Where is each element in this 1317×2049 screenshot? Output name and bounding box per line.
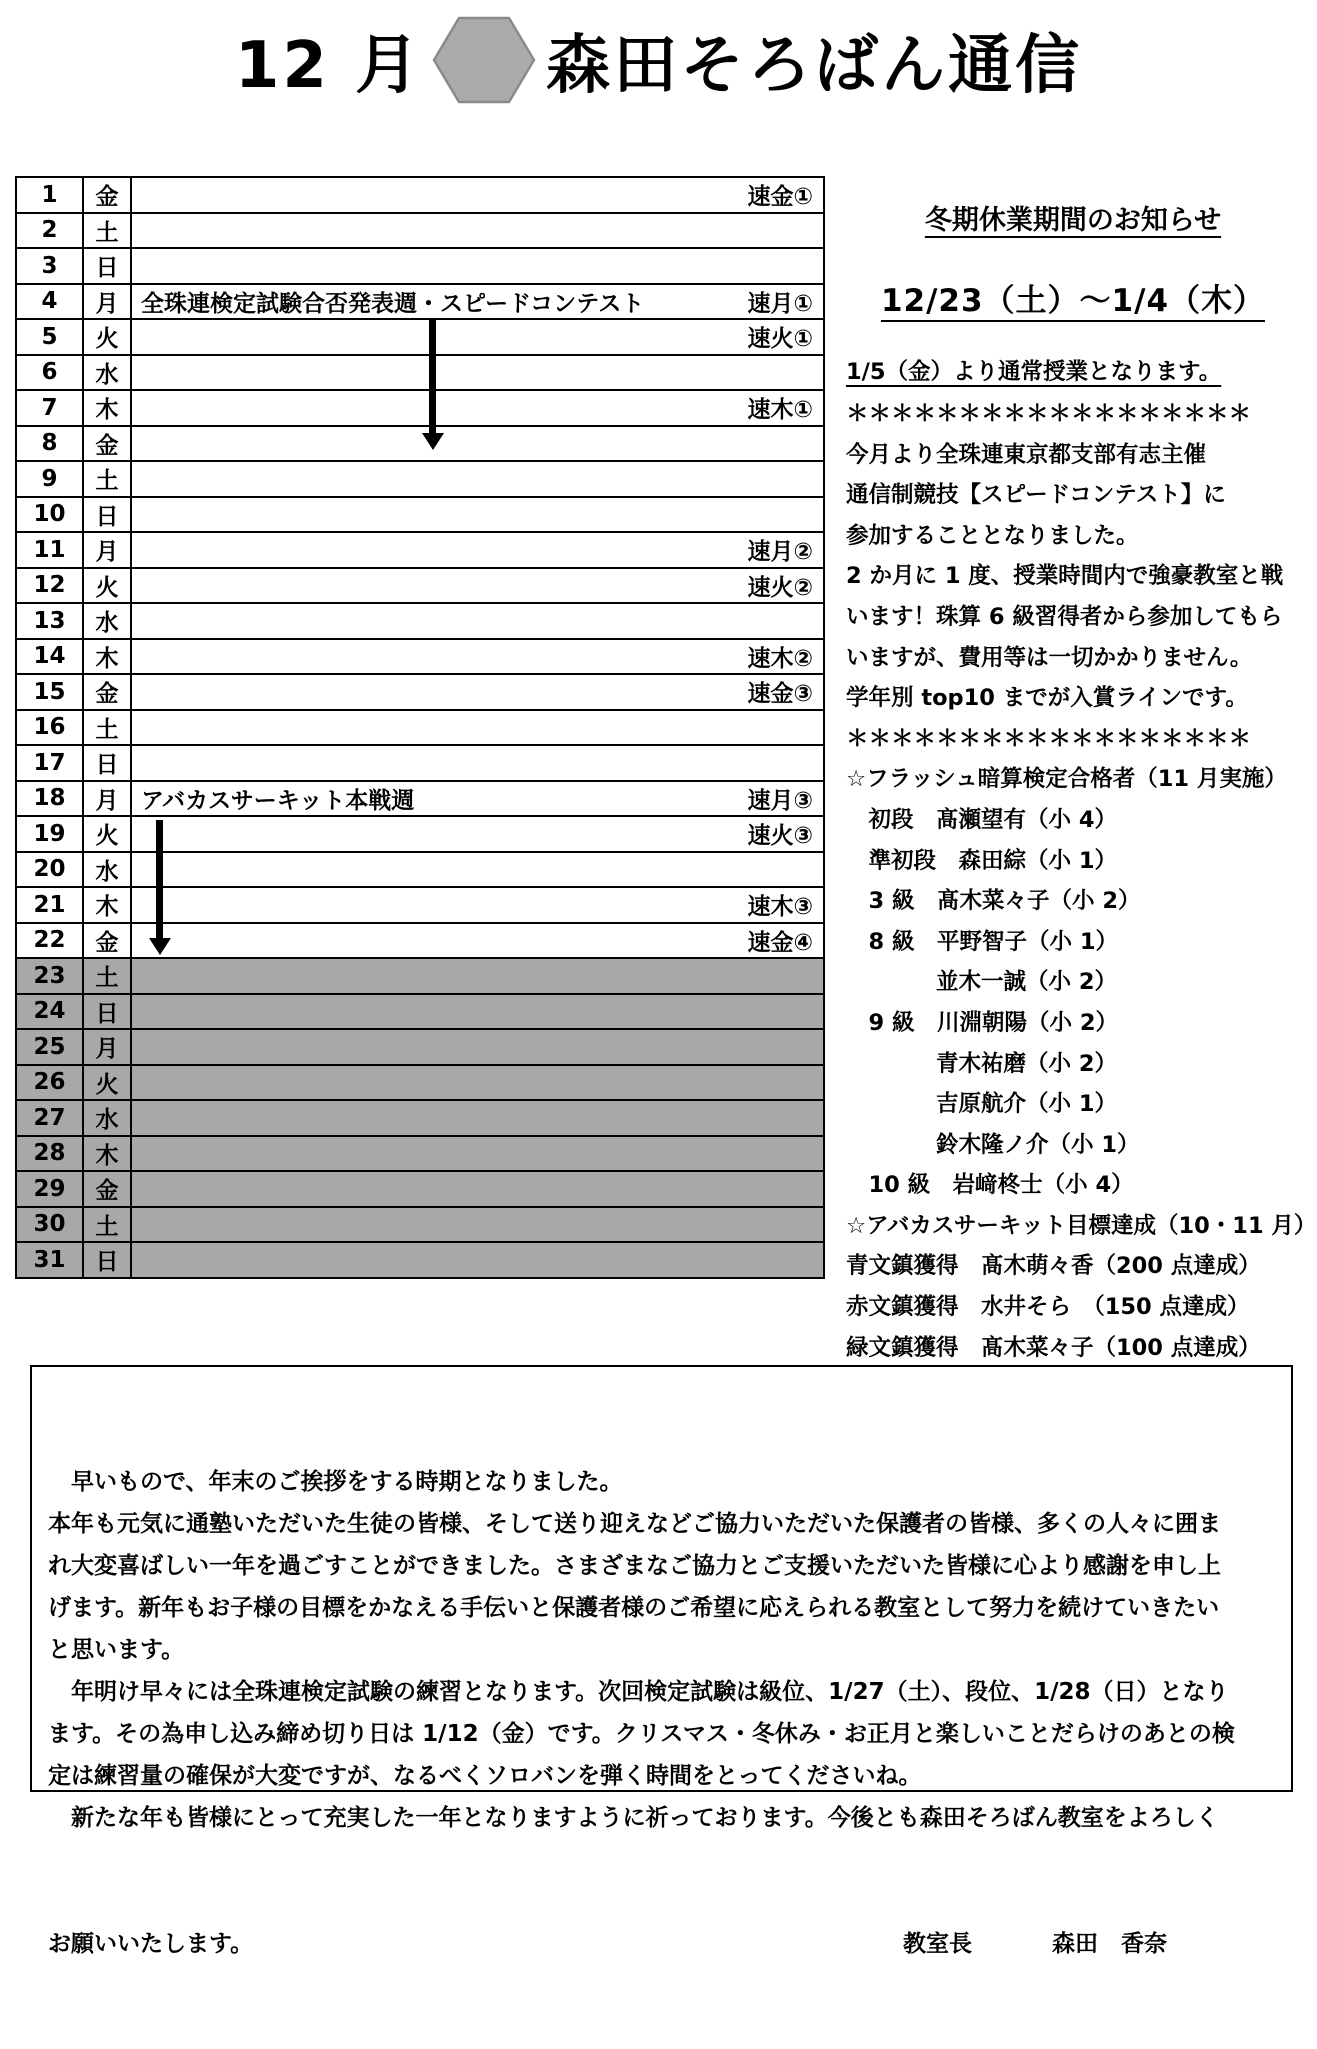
- calendar-event-cell: [131, 1171, 824, 1207]
- speed-practice-label: 速火②: [747, 574, 813, 601]
- calendar-date-cell: 12: [16, 568, 83, 604]
- notice-line: 青木祐磨（小 2）: [846, 1050, 1117, 1077]
- notice-line: ☆フラッシュ暗算検定合格者（11 月実施）: [846, 766, 1287, 793]
- speed-practice-label: 速月①: [747, 290, 813, 317]
- calendar-day-cell: 水: [83, 852, 131, 888]
- table-row: [16, 603, 824, 639]
- calendar-day-cell: 月: [83, 532, 131, 568]
- notice-line: 初段 髙瀬望有（小 4）: [846, 806, 1117, 833]
- calendar-day-cell: 金: [83, 1171, 131, 1207]
- table-row: [16, 1065, 824, 1101]
- letter-lines: [48, 1461, 1275, 1839]
- speed-practice-label: 速木③: [747, 894, 813, 921]
- letter-line: 新たな年も皆様にとって充実した一年となりますように祈っております。今後とも森田そろばん教室をよろしく: [48, 1805, 1219, 1831]
- calendar-day-cell: 火: [83, 568, 131, 604]
- winter-break-heading: 冬期休業期間のお知らせ: [924, 205, 1222, 236]
- hexagon-icon: [432, 16, 536, 104]
- calendar-event-cell: [131, 603, 824, 639]
- calendar-day-cell: 日: [83, 745, 131, 781]
- table-row: [16, 816, 824, 852]
- calendar-event-cell: [131, 532, 824, 568]
- calendar-event-cell: [131, 958, 824, 994]
- table-row: [16, 355, 824, 391]
- calendar-day-cell: 日: [83, 1242, 131, 1278]
- calendar-event-cell: [131, 745, 824, 781]
- calendar-date-cell: 14: [16, 639, 83, 675]
- calendar-event-cell: [131, 1029, 824, 1065]
- calendar-event-cell: [131, 1100, 824, 1136]
- table-row: [16, 887, 824, 923]
- december-calendar-table: [15, 176, 825, 1279]
- table-row: [16, 1029, 824, 1065]
- closing-role: 教室長: [903, 1931, 972, 1957]
- calendar-date-cell: 19: [16, 816, 83, 852]
- table-row: [16, 639, 824, 675]
- calendar-event-cell: [131, 923, 824, 959]
- table-row: [16, 994, 824, 1030]
- table-row: [16, 958, 824, 994]
- calendar-table-body: [16, 177, 824, 1278]
- calendar-date-cell: 31: [16, 1242, 83, 1278]
- calendar-day-cell: 土: [83, 213, 131, 249]
- calendar-date-cell: 22: [16, 923, 83, 959]
- calendar-day-cell: 金: [83, 426, 131, 462]
- winter-break-period: 12/23（土）～1/4（木）: [880, 283, 1266, 319]
- notice-body-lines: [840, 394, 1317, 1368]
- notice-line: 8 級 平野智子（小 1）: [846, 928, 1118, 955]
- speed-practice-label: 速月②: [747, 539, 813, 566]
- table-row: [16, 284, 824, 320]
- notice-line: 9 級 川淵朝陽（小 2）: [846, 1009, 1118, 1036]
- calendar-date-cell: 1: [16, 177, 83, 213]
- calendar-event-cell: [131, 248, 824, 284]
- calendar-day-cell: 金: [83, 177, 131, 213]
- calendar-event-cell: [131, 639, 824, 675]
- table-row: [16, 781, 824, 817]
- calendar-event-cell: [131, 497, 824, 533]
- notice-line: 並木一誠（小 2）: [846, 969, 1117, 996]
- letter-line: 年明け早々には全珠連検定試験の練習となります。次回検定試験は級位、1/27（土）、段位、1/28（日）となり: [48, 1679, 1229, 1705]
- calendar-day-cell: 月: [83, 781, 131, 817]
- notice-line: 赤文鎮獲得 水井そら （150 点達成）: [846, 1294, 1250, 1321]
- table-row: [16, 177, 824, 213]
- table-row: [16, 745, 824, 781]
- letter-closing-row: [48, 1923, 1275, 1965]
- calendar-day-cell: 土: [83, 710, 131, 746]
- table-row: [16, 461, 824, 497]
- event-text: 全珠連検定試験合否発表週・スピードコンテスト: [141, 290, 645, 317]
- notice-line: 10 級 岩﨑柊士（小 4）: [846, 1172, 1134, 1199]
- notice-line: 2 か月に 1 度、授業時間内で強豪教室と戦: [846, 563, 1284, 590]
- calendar-date-cell: 25: [16, 1029, 83, 1065]
- speed-practice-label: 速火③: [747, 823, 813, 850]
- calendar-event-cell: [131, 1242, 824, 1278]
- calendar-date-cell: 27: [16, 1100, 83, 1136]
- calendar-day-cell: 火: [83, 319, 131, 355]
- calendar-day-cell: 木: [83, 887, 131, 923]
- title-school-name: 森田そろばん通信: [546, 29, 1083, 103]
- calendar-event-cell: [131, 816, 824, 852]
- notice-line: 参加することとなりました。: [846, 522, 1139, 549]
- calendar-event-cell: [131, 710, 824, 746]
- notice-line: 通信制競技【スピードコンテスト】に: [846, 482, 1226, 509]
- calendar-day-cell: 土: [83, 461, 131, 497]
- table-row: [16, 1171, 824, 1207]
- notice-line: 青文鎮獲得 髙木萌々香（200 点達成）: [846, 1253, 1261, 1280]
- notice-line: 吉原航介（小 1）: [846, 1091, 1117, 1118]
- calendar-date-cell: 20: [16, 852, 83, 888]
- calendar-date-cell: 7: [16, 390, 83, 426]
- calendar-event-cell: [131, 213, 824, 249]
- calendar-event-cell: [131, 1065, 824, 1101]
- calendar-event-cell: [131, 1136, 824, 1172]
- table-row: [16, 1242, 824, 1278]
- table-row: [16, 710, 824, 746]
- calendar-day-cell: 日: [83, 994, 131, 1030]
- calendar-day-cell: 水: [83, 355, 131, 391]
- letter-line: ます。その為申し込み締め切り日は 1/12（金）です。クリスマス・冬休み・お正月と楽しいことだらけのあとの検: [48, 1721, 1235, 1747]
- notice-line: 準初段 森田綜（小 1）: [846, 847, 1117, 874]
- calendar-day-cell: 火: [83, 816, 131, 852]
- notice-line: ＊＊＊＊＊＊＊＊＊＊＊＊＊＊＊＊＊＊: [846, 401, 1252, 427]
- table-row: [16, 568, 824, 604]
- table-row: [16, 426, 824, 462]
- speed-practice-label: 速火①: [747, 326, 813, 353]
- page-title: [0, 14, 1317, 106]
- year-end-letter-box: [30, 1365, 1293, 1957]
- letter-line: れ大変喜ばしい一年を過ごすことができました。さまざまなご協力とご支援いただいた皆様に心より感謝を申し上: [48, 1553, 1221, 1579]
- letter-line: げます。新年もお子様の目標をかなえる手伝いと保護者様のご希望に応えられる教室として努力を続けていきたい: [48, 1595, 1220, 1621]
- calendar-date-cell: 11: [16, 532, 83, 568]
- calendar-day-cell: 月: [83, 1029, 131, 1065]
- calendar-day-cell: 土: [83, 958, 131, 994]
- speed-practice-label: 速月③: [747, 787, 813, 814]
- calendar-date-cell: 28: [16, 1136, 83, 1172]
- week-range-down-arrow-2: [156, 820, 163, 939]
- calendar-day-cell: 日: [83, 497, 131, 533]
- calendar-day-cell: 火: [83, 1065, 131, 1101]
- calendar-day-cell: 月: [83, 284, 131, 320]
- calendar-day-cell: 金: [83, 923, 131, 959]
- notice-column: [840, 176, 1317, 1368]
- calendar-date-cell: 21: [16, 887, 83, 923]
- calendar-day-cell: 水: [83, 1100, 131, 1136]
- calendar-day-cell: 日: [83, 248, 131, 284]
- calendar-date-cell: 5: [16, 319, 83, 355]
- table-row: [16, 1100, 824, 1136]
- calendar-date-cell: 24: [16, 994, 83, 1030]
- notice-line: ☆アバカスサーキット目標達成（10・11 月）: [846, 1212, 1317, 1239]
- week-range-down-arrow-1: [429, 318, 436, 434]
- calendar-event-cell: [131, 319, 824, 355]
- calendar-day-cell: 土: [83, 1207, 131, 1243]
- calendar-date-cell: 17: [16, 745, 83, 781]
- speed-practice-label: 速木②: [747, 645, 813, 672]
- calendar-date-cell: 15: [16, 674, 83, 710]
- notice-line: いますが、費用等は一切かかりません。: [846, 644, 1253, 671]
- calendar-date-cell: 29: [16, 1171, 83, 1207]
- closing-name: 森田 香奈: [1052, 1931, 1167, 1957]
- notice-line: 緑文鎮獲得 髙木菜々子（100 点達成）: [846, 1334, 1261, 1361]
- notice-line: 学年別 top10 までが入賞ラインです。: [846, 685, 1248, 712]
- calendar-event-cell: [131, 177, 824, 213]
- calendar-date-cell: 2: [16, 213, 83, 249]
- calendar-date-cell: 26: [16, 1065, 83, 1101]
- calendar-event-cell: [131, 461, 824, 497]
- notice-line: ＊＊＊＊＊＊＊＊＊＊＊＊＊＊＊＊＊＊: [846, 725, 1252, 752]
- table-row: [16, 532, 824, 568]
- calendar-date-cell: 3: [16, 248, 83, 284]
- calendar-event-cell: [131, 781, 824, 817]
- event-text: アバカスサーキット本戦週: [141, 787, 415, 814]
- calendar-event-cell: [131, 284, 824, 320]
- calendar-event-cell: [131, 674, 824, 710]
- table-row: [16, 1207, 824, 1243]
- calendar-date-cell: 13: [16, 603, 83, 639]
- calendar-event-cell: [131, 568, 824, 604]
- notice-line: 鈴木隆ノ介（小 1）: [846, 1131, 1140, 1158]
- speed-practice-label: 速金①: [747, 184, 813, 211]
- calendar-date-cell: 10: [16, 497, 83, 533]
- table-row: [16, 852, 824, 888]
- letter-line: と思います。: [48, 1637, 185, 1663]
- calendar-date-cell: 23: [16, 958, 83, 994]
- classes-resume-line: 1/5（金）より通常授業となります。: [846, 359, 1222, 385]
- calendar-event-cell: [131, 426, 824, 462]
- calendar-date-cell: 18: [16, 781, 83, 817]
- letter-line: 本年も元気に通塾いただいた生徒の皆様、そして送り迎えなどご協力いただいた保護者の皆様、多くの人々に囲ま: [48, 1511, 1221, 1537]
- calendar-day-cell: 水: [83, 603, 131, 639]
- letter-line: 早いもので、年末のご挨拶をする時期となりました。: [48, 1469, 623, 1495]
- calendar-event-cell: [131, 1207, 824, 1243]
- calendar-date-cell: 8: [16, 426, 83, 462]
- letter-line: 定は練習量の確保が大変ですが、なるべくソロバンを弾く時間をとってくださいね。: [48, 1763, 922, 1789]
- calendar-day-cell: 金: [83, 674, 131, 710]
- table-row: [16, 1136, 824, 1172]
- notice-line: 今月より全珠連東京都支部有志主催: [846, 441, 1207, 468]
- speed-practice-label: 速金④: [747, 929, 813, 956]
- calendar-event-cell: [131, 887, 824, 923]
- calendar-event-cell: [131, 852, 824, 888]
- table-row: [16, 248, 824, 284]
- table-row: [16, 213, 824, 249]
- table-row: [16, 390, 824, 426]
- table-row: [16, 319, 824, 355]
- calendar-event-cell: [131, 355, 824, 391]
- calendar-date-cell: 30: [16, 1207, 83, 1243]
- table-row: [16, 923, 824, 959]
- title-month: 12 月: [234, 29, 423, 103]
- notice-line: います！珠算 6 級習得者から参加してもら: [846, 603, 1283, 630]
- speed-practice-label: 速木①: [747, 397, 813, 424]
- table-row: [16, 674, 824, 710]
- letter-last-line: お願いいたします。: [48, 1931, 254, 1957]
- notice-line: 3 級 髙木菜々子（小 2）: [846, 888, 1141, 915]
- calendar-event-cell: [131, 390, 824, 426]
- calendar-day-cell: 木: [83, 390, 131, 426]
- calendar-day-cell: 木: [83, 639, 131, 675]
- calendar-date-cell: 16: [16, 710, 83, 746]
- speed-practice-label: 速金③: [747, 681, 813, 708]
- table-row: [16, 497, 824, 533]
- calendar-event-cell: [131, 994, 824, 1030]
- calendar-date-cell: 4: [16, 284, 83, 320]
- calendar-date-cell: 9: [16, 461, 83, 497]
- calendar-day-cell: 木: [83, 1136, 131, 1172]
- calendar-date-cell: 6: [16, 355, 83, 391]
